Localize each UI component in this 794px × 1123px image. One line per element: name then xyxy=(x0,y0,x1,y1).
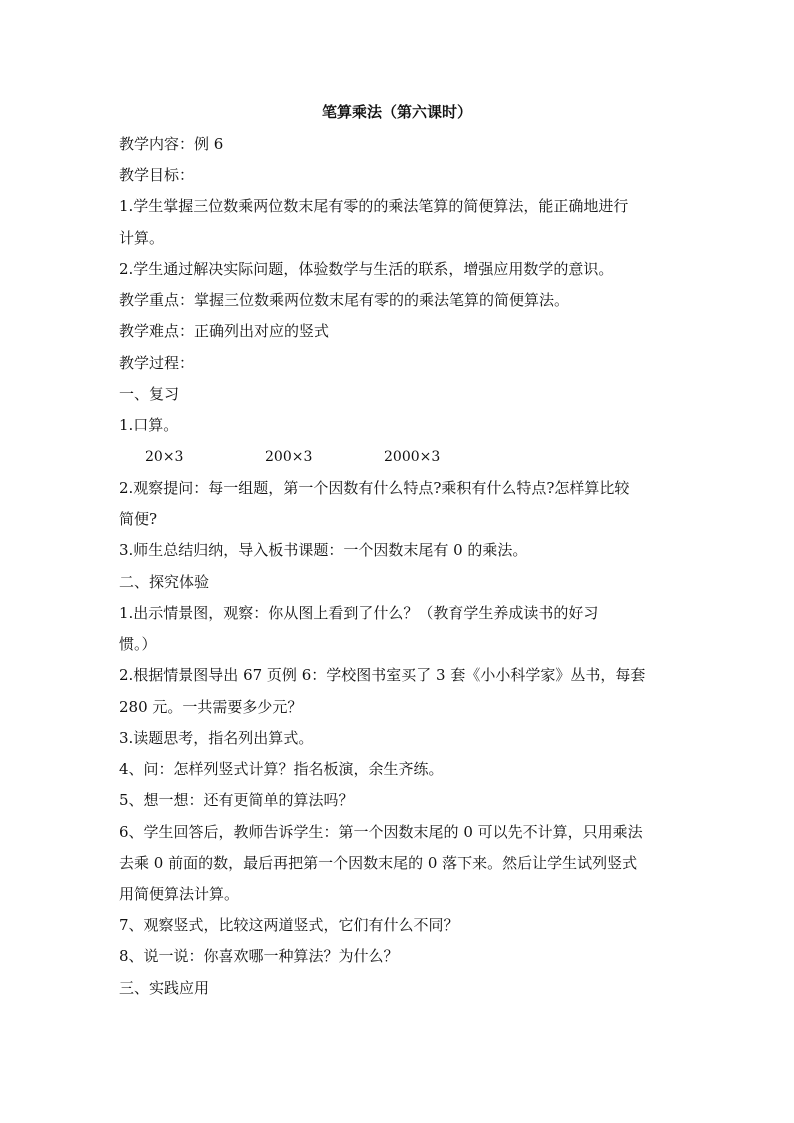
text-line: 2.根据情景图导出 67 页例 6：学校图书室买了 3 套《小小科学家》丛书，每套 xyxy=(119,666,646,684)
text-line: 去乘 0 前面的数，最后再把第一个因数末尾的 0 落下来。然后让学生试列竖式 xyxy=(119,854,638,872)
text-line: 1.出示情景图，观察：你从图上看到了什么？（教育学生养成读书的好习 xyxy=(119,604,599,622)
text-line: 教学重点：掌握三位数乘两位数末尾有零的的乘法笔算的简便算法。 xyxy=(119,291,570,309)
document-title: 笔算乘法（第六课时） xyxy=(321,103,472,121)
text-line: 用简便算法计算。 xyxy=(119,885,240,903)
text-line: 2.学生通过解决实际问题，体验数学与生活的联系，增强应用数学的意识。 xyxy=(119,260,614,278)
text-line: 5、想一想：还有更简单的算法吗？ xyxy=(119,791,354,809)
text-line: 3.读题思考，指名列出算式。 xyxy=(119,729,314,747)
text-line: 惯。） xyxy=(119,635,157,653)
text-line: 4、问：怎样列竖式计算？指名板演，余生齐练。 xyxy=(119,760,444,778)
text-line: 教学目标： xyxy=(119,166,195,184)
text-line: 教学难点：正确列出对应的竖式 xyxy=(119,322,330,340)
section-heading: 三、实践应用 xyxy=(119,979,210,997)
section-heading: 二、探究体验 xyxy=(119,573,210,591)
text-line: 8、说一说：你喜欢哪一种算法？为什么？ xyxy=(119,947,399,965)
text-line: 1.口算。 xyxy=(119,416,179,434)
text-line: 1.学生掌握三位数乘两位数末尾有零的的乘法笔算的简便算法，能正确地进行 xyxy=(119,197,629,215)
oral-calc-item: 200×3 xyxy=(265,449,313,465)
oral-calc-item: 2000×3 xyxy=(384,449,441,465)
text-line: 2.观察提问：每一组题，第一个因数有什么特点?乘积有什么特点?怎样算比较 xyxy=(119,479,630,497)
text-line: 简便? xyxy=(119,510,158,528)
oral-calc-item: 20×3 xyxy=(145,449,184,465)
text-line: 7、观察竖式，比较这两道竖式，它们有什么不同？ xyxy=(119,916,459,934)
text-line: 计算。 xyxy=(119,229,165,247)
text-line: 6、学生回答后，教师告诉学生：第一个因数末尾的 0 可以先不计算，只用乘法 xyxy=(119,823,643,841)
text-line: 教学过程： xyxy=(119,354,195,372)
section-heading: 一、复习 xyxy=(119,385,180,403)
text-line: 280 元。一共需要多少元？ xyxy=(119,698,303,716)
text-line: 教学内容：例 6 xyxy=(119,135,224,153)
text-line: 3.师生总结归纳，导入板书课题：一个因数末尾有 0 的乘法。 xyxy=(119,541,528,559)
